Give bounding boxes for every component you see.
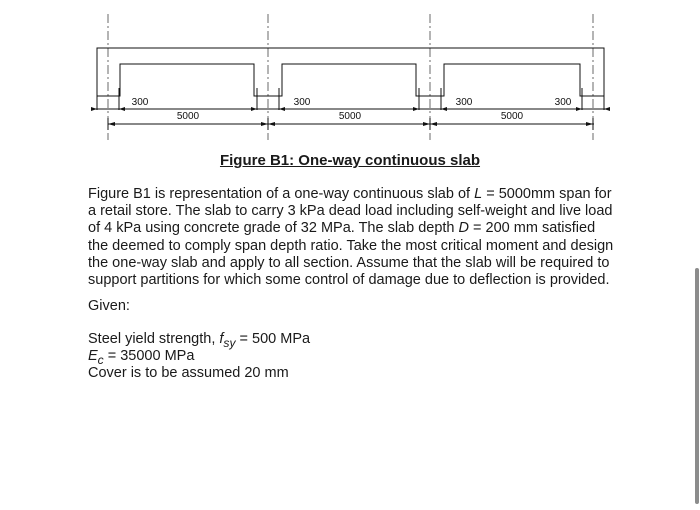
paragraph-text-2: = 5000mm span for a retail store. The slab to carry 3 kPa dead load including self-weight and live load of 4 kPa using concrete grade of 32 MPa. The slab depth [88, 186, 613, 237]
ec-subscript: c [97, 352, 104, 367]
paragraph-text-3: = 200 mm satisfied the deemed to comply span depth ratio. Take the most critical moment and design the one-way slab and apply to all section. Assume that the slab will be required to support partitions for which some control of damage due to deflection is provided. [88, 220, 614, 289]
scrollbar-thumb[interactable] [695, 268, 699, 504]
arrow-support-right-3 [441, 107, 447, 111]
steel-subscript: sy [223, 335, 236, 350]
slab-drawing [0, 0, 700, 150]
arrow-support-left-4 [576, 107, 582, 111]
steel-value: = 500 MPa [235, 331, 311, 347]
ec-symbol: E [88, 348, 98, 364]
dimension-labels [132, 97, 572, 122]
arrow-support-left-3 [413, 107, 419, 111]
arrow-support-left-1 [91, 107, 97, 111]
arrow-support-right-4 [604, 107, 610, 111]
span-length-label-1: 5000 [176, 111, 200, 122]
slab-outline [97, 48, 604, 107]
arrow-span-end-2 [423, 122, 430, 126]
span-length-label-2: 5000 [338, 111, 362, 122]
arrow-support-right-2 [279, 107, 285, 111]
support-width-label-4: 300 [554, 97, 572, 108]
steel-symbol: f [219, 331, 224, 347]
given-label: Given: [88, 298, 130, 314]
arrow-span-end-3 [586, 122, 593, 126]
cover-line: Cover is to be assumed 20 mm [88, 365, 289, 381]
ec-value: = 35000 MPa [103, 348, 195, 364]
slab-outline-inner [97, 64, 604, 96]
steel-prefix: Steel yield strength, [88, 331, 220, 347]
support-width-label-2: 300 [293, 97, 311, 108]
arrow-span-end-1 [261, 122, 268, 126]
arrow-span-start-3 [430, 122, 437, 126]
figure-caption: Figure B1: One-way continuous slab [219, 152, 481, 169]
span-length-label-3: 5000 [500, 111, 524, 122]
slab-outline-outer [97, 48, 604, 107]
support-width-label-3: 300 [455, 97, 473, 108]
span-symbol: L [474, 186, 483, 202]
arrow-support-right-1 [119, 107, 125, 111]
support-width-label-1: 300 [131, 97, 149, 108]
arrow-span-start-2 [268, 122, 275, 126]
arrow-span-start-1 [108, 122, 115, 126]
depth-symbol: D [458, 220, 470, 237]
problem-paragraph [88, 186, 616, 289]
arrow-support-left-2 [251, 107, 257, 111]
paragraph-text-1: Figure B1 is representation of a one-way continuous slab of [88, 186, 475, 202]
